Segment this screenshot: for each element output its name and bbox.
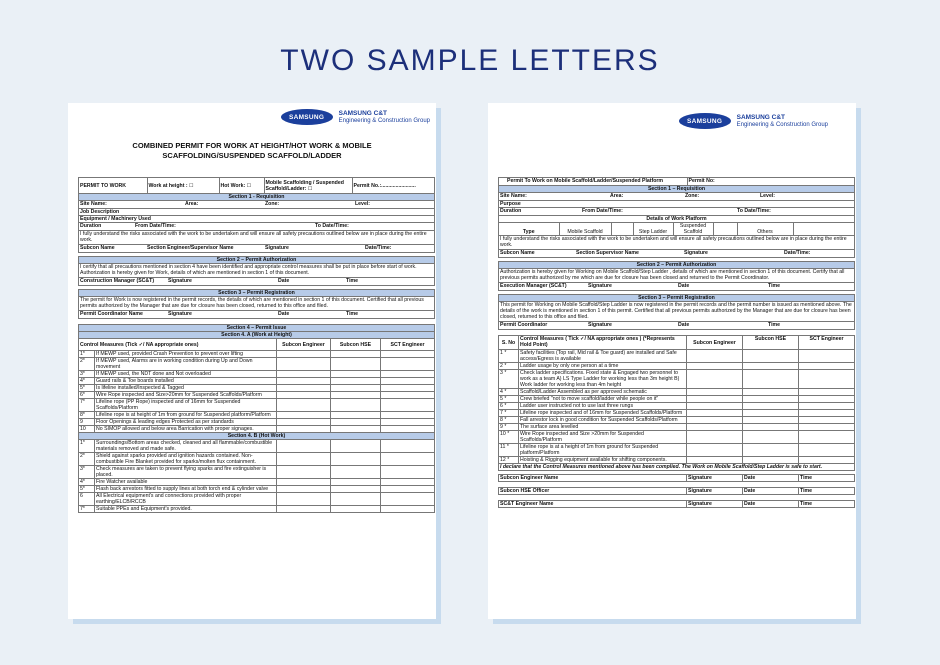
height-measure-row <box>79 358 435 371</box>
control-measure-text: If MEWP used, the NDT done and Not overloaded <box>95 371 277 378</box>
permit-coordinator-field[interactable]: Permit Coordinator <box>500 322 548 328</box>
subcon-hse-check[interactable] <box>331 506 381 513</box>
area-field[interactable]: Area: <box>185 201 199 207</box>
subcon-hse-check[interactable] <box>743 417 799 424</box>
ladder-measure-row <box>499 350 855 363</box>
hot-work-measure-row <box>79 486 435 493</box>
sct-engineer-check[interactable] <box>381 453 435 466</box>
control-measures-header: Control Measures (Tick ✓/ NA appropriate ones) <box>79 339 277 351</box>
subcon-engineer-check[interactable] <box>687 370 743 389</box>
subcon-hse-check[interactable] <box>743 370 799 389</box>
sct-engineer-check[interactable] <box>381 392 435 399</box>
control-measure-text: Fall arrestor lock in good condition for Suspended Scaffolds/Platform <box>519 417 687 424</box>
subcon-engineer-check[interactable] <box>277 479 331 486</box>
row-number: 1 * <box>499 350 519 363</box>
permit-coordinator-field[interactable]: Permit Coordinator Name <box>80 311 143 317</box>
company-tagline: Engineering & Construction Group <box>338 117 430 124</box>
permit-document-1 <box>68 103 436 619</box>
subcon-engineer-check[interactable] <box>687 403 743 410</box>
subcon-engineer-check[interactable] <box>277 392 331 399</box>
suspended-scaffold-option[interactable]: Suspended Scaffold <box>673 223 713 235</box>
construction-manager-field[interactable]: Construction Manager (SC&T) <box>80 278 155 284</box>
authorization-statement: I certify that all precautions mentioned in section 4 have been identified and appropriate control measures shall be put in place before start of work. Authorization is hereby given for Work, details of which are mentioned in section 1 of this document. <box>79 264 435 278</box>
sct-engineer-check[interactable] <box>799 410 855 417</box>
work-at-height-checkbox[interactable]: Work at height : ☐ <box>147 178 219 193</box>
row-number: 8* <box>79 412 95 419</box>
subcon-hse-check[interactable] <box>331 493 381 506</box>
site-name-field[interactable]: Site Name: <box>500 193 527 199</box>
subcon-engineer-check[interactable] <box>277 453 331 466</box>
mobile-scaffold-option[interactable]: Mobile Scaffold <box>559 223 611 235</box>
subcon-engineer-check[interactable] <box>277 506 331 513</box>
subcon-hse-check[interactable] <box>331 453 381 466</box>
control-measure-text: All Electrical equipment's and connections provided with proper earthing/ELCB/RCCB <box>95 493 277 506</box>
others-option[interactable]: Others <box>737 223 793 235</box>
equipment-field[interactable]: Equipment / Machinery Used <box>79 216 435 223</box>
sct-engineer-check[interactable] <box>381 493 435 506</box>
row-number: 8 * <box>499 417 519 424</box>
permit-form-2: Permit To Work on Mobile Scaffold/Ladder/Suspended Platform Permit No: Section 1 – Requisition Site Name: Area: Zone: Level: Purpose Duration From Date/Time: To Date/Time: Details of Work Platform Type Mobile Scaffold Step Ladder Suspended Scaffold Others I fully understand the risks associated with the work to be undertaken and will ensure all safety precautions outlined below are in place during the entire work. Subcon Name Section Supervisor Name Signature Date/Time: Section 2 – Permit Authorization Authorization is hereby given for Working on Mobile Scaffold/Step Ladder , details of which are mentioned in section 1 of this document. Certify that all previous permits authorized by me which are due for closure has been closed and returned to the Permit Coordinator. Execution Manager (SC&T) Signature Date Time Section 3 – Permit Registration This permit for Working on Mobile Scaffold/Step Ladder is now registered in the permit records and the permit number is issued as mentioned above. The details of the work is mentioned in section 1 of this permit. Certified that all previous permits authorized by the Manager that are due for closure has been closed, returned to this office and filed. Permit Coordinator Signature Date Time S. No Control Measures ( Tick ✓/ NA appropriate ones ) (*Represents Hold Point) Subcon Engineer Subcon HSE SCT Engineer 1 * Safety facilities (Top rail, Mid rail & Toe guard) are installed and Safe access/Egress is available 2 * Ladder usage by only one person at a time 3 * Check ladder specifications. Fixed state & Engaged two personnel to work as a team A) LS Type Ladder for working less than 3m height B) Work ladder for working less than 4m height 4 * Scaffold/Ladder Assembled as per approved schematic 5 * Crew briefed "not to move scaffold/ladder while people on it" 6 * Ladder user instructed not to use last three rungs 7 * Lifeline rope inspected and of 16mm for Suspended Scaffolds/Platform 8 * Fall arrestor lock in good condition for Suspended Scaffolds/Platform 9 * The surface area levelled 10 * Wire Rope inspected and Size >20mm for Suspended Scaffolds/Platform 11 * Lifeline rope is at a height of 1m from ground for Suspended platform/Platform 12 * Hoisting & Rigging equipment available for shifting components. I declare that the Control Measures mentioned above has been complied. The Work on Mobile Scaffold/Step Ladder is safe to start. Subcon Engineer Name Signature Date Time Subcon HSE Officer Signature Date Time SC&T Engineer Name Signature Date Time <box>498 177 855 508</box>
subcon-engineer-check[interactable] <box>687 417 743 424</box>
height-measure-row <box>79 351 435 358</box>
section-4b-header: Section 4. B (Hot Work) <box>79 433 435 440</box>
control-measure-text: Guard rails & Toe boards installed <box>95 378 277 385</box>
control-measure-text: If MEWP used, Alarms are in working condition during Up and Down movement <box>95 358 277 371</box>
subcon-hse-check[interactable] <box>331 440 381 453</box>
sct-engineer-check[interactable] <box>799 363 855 370</box>
date-time-field[interactable]: Date/Time: <box>784 250 811 256</box>
subcon-hse-check[interactable] <box>331 351 381 358</box>
subcon-hse-check[interactable] <box>743 424 799 431</box>
sct-engineer-check[interactable] <box>381 506 435 513</box>
registration-statement: The permit for Work is now registered in the permit records, the details of which are mentioned in section 1 of this document. Certified that all previous permits authorized by the Manager that are due for closure has been closed, returned to this office and filed. <box>79 297 435 311</box>
subcon-hse-check[interactable] <box>331 466 381 479</box>
hot-work-checkbox[interactable]: Hot Work: ☐ <box>219 178 264 193</box>
subcon-name-field[interactable]: Subcon Name <box>80 245 115 251</box>
subcon-hse-check[interactable] <box>331 412 381 419</box>
subcon-engineer-check[interactable] <box>687 410 743 417</box>
control-measure-text: Floor Openings & leading edges Protected as per standards <box>95 419 277 426</box>
subcon-hse-check[interactable] <box>331 399 381 412</box>
row-number: 4 * <box>499 389 519 396</box>
subcon-engineer-check[interactable] <box>687 389 743 396</box>
serial-number-header: S. No <box>499 336 519 350</box>
subcon-engineer-check[interactable] <box>277 486 331 493</box>
subcon-hse-check[interactable] <box>743 389 799 396</box>
date-time-field[interactable]: Date/Time: <box>365 245 392 251</box>
purpose-field[interactable]: Purpose <box>499 201 855 208</box>
section-1-header: Section 1 - Requisition <box>79 194 435 201</box>
row-number: 3* <box>79 466 95 479</box>
permit-title: Permit To Work on Mobile Scaffold/Ladder/Suspended Platform <box>507 178 664 184</box>
hot-work-measure-row <box>79 506 435 513</box>
height-measure-row <box>79 399 435 412</box>
subcon-hse-check[interactable] <box>331 385 381 392</box>
sct-engineer-check[interactable] <box>799 431 855 444</box>
subcon-hse-check[interactable] <box>743 444 799 457</box>
zone-field[interactable]: Zone: <box>685 193 700 199</box>
subcon-engineer-check[interactable] <box>687 363 743 370</box>
type-label: Type <box>522 229 535 235</box>
height-measure-row <box>79 371 435 378</box>
ladder-measure-row <box>499 457 855 464</box>
area-field[interactable]: Area: <box>610 193 624 199</box>
subcon-hse-check[interactable] <box>331 486 381 493</box>
sct-engineer-check[interactable] <box>381 479 435 486</box>
subcon-engineer-sign-row[interactable]: Subcon Engineer Name <box>499 475 687 482</box>
details-header: Details of Work Platform <box>499 216 855 223</box>
subcon-engineer-check[interactable] <box>277 493 331 506</box>
subcon-engineer-check[interactable] <box>277 358 331 371</box>
subcon-hse-check[interactable] <box>743 457 799 464</box>
execution-manager-field[interactable]: Execution Manager (SC&T) <box>500 283 567 289</box>
subcon-engineer-check[interactable] <box>277 351 331 358</box>
sct-engineer-check[interactable] <box>381 358 435 371</box>
registration-statement: This permit for Working on Mobile Scaffold/Step Ladder is now registered in the permit records and the permit number is issued as mentioned above. The details of the work is mentioned in section 1 of this permit. Certified that all previous permits authorized by the Manager that are due for closure has been closed, returned to this office and filed. <box>499 302 855 322</box>
company-logo <box>281 109 430 125</box>
row-number: 1* <box>79 351 95 358</box>
section-engineer-field[interactable]: Section Engineer/Supervisor Name <box>147 245 234 251</box>
ladder-measure-row <box>499 424 855 431</box>
row-number: 6 <box>79 493 95 506</box>
sct-engineer-check[interactable] <box>799 396 855 403</box>
subcon-hse-check[interactable] <box>743 403 799 410</box>
to-date-field[interactable]: To Date/Time: <box>737 208 771 214</box>
hot-work-measure-row <box>79 493 435 506</box>
subcon-hse-check[interactable] <box>331 426 381 433</box>
subcon-hse-sign-row[interactable]: Subcon HSE Officer <box>499 488 687 495</box>
sct-engineer-check[interactable] <box>799 417 855 424</box>
control-measure-text: Wire Rope inspected and Size >20mm for Suspended Scaffolds/Platform <box>519 431 687 444</box>
row-number: 3* <box>79 371 95 378</box>
step-ladder-option[interactable]: Step Ladder <box>633 223 673 235</box>
control-measure-text: Safety facilities (Top rail, Mid rail & Toe guard) are installed and Safe access/Egress is available <box>519 350 687 363</box>
mobile-scaffolding-checkbox[interactable]: Mobile Scaffolding / Suspended Scaffold/Ladder: ☐ <box>264 178 352 193</box>
row-number: 1* <box>79 440 95 453</box>
subcon-engineer-check[interactable] <box>277 385 331 392</box>
sct-engineer-check[interactable] <box>799 424 855 431</box>
row-number: 3 * <box>499 370 519 389</box>
zone-field[interactable]: Zone: <box>265 201 280 207</box>
signature-field[interactable]: Signature <box>684 250 708 256</box>
subcon-hse-check[interactable] <box>331 392 381 399</box>
subcon-engineer-check[interactable] <box>687 457 743 464</box>
permit-number-field[interactable]: Permit No.:........................ <box>352 178 434 193</box>
subcon-engineer-check[interactable] <box>687 424 743 431</box>
control-measure-text: Surroundings/Bottom areas checked, cleaned and all flammable/combustible materials removed and made safe. <box>95 440 277 453</box>
section-2-header: Section 2 – Permit Authorization <box>499 262 855 269</box>
to-date-field[interactable]: To Date/Time: <box>315 223 349 229</box>
ladder-measure-row <box>499 389 855 396</box>
sct-engineer-check[interactable] <box>799 350 855 363</box>
sct-engineer-check[interactable] <box>381 440 435 453</box>
company-logo <box>679 113 828 129</box>
row-number: 9 * <box>499 424 519 431</box>
subcon-engineer-check[interactable] <box>687 444 743 457</box>
row-number: 12 * <box>499 457 519 464</box>
subcon-engineer-check[interactable] <box>277 399 331 412</box>
from-date-field[interactable]: From Date/Time: <box>135 223 176 229</box>
subcon-hse-check[interactable] <box>331 419 381 426</box>
section-4a-header: Section 4. A (Work at Height) <box>79 332 435 339</box>
height-measure-row <box>79 426 435 433</box>
from-date-field[interactable]: From Date/Time: <box>582 208 623 214</box>
company-name: SAMSUNG C&T <box>338 109 387 117</box>
ladder-measure-row <box>499 417 855 424</box>
control-measure-text: Suitable PPEs and Equipment's provided. <box>95 506 277 513</box>
permit-form-1: PERMIT TO WORK Work at height : ☐ Hot Work: ☐ Mobile Scaffolding / Suspended Scaffold/Ladder: ☐ Permit No.:........................ Section 1 - Requisition Site Name: Area: Zone: Level: Job Description Equipment / Machinery Used Duration From Date/Time: To Date/Time: I fully understand the risks associated with the work to be undertaken and will ensure all safety precautions outlined below are in place during the entire work. Subcon Name Section Engineer/Supervisor Name Signature Date/Time: Section 2 – Permit Authorization I certify that all precautions mentioned in section 4 have been identified and appropriate control measures shall be put in place before start of work. Authorization is hereby given for Work, details of which are mentioned in section 1 of this document. Construction Manager (SC&T) Signature Date Time Section 3 – Permit Registration The permit for Work is now registered in the permit records, the details of which are mentioned in section 1 of this document. Certified that all previous permits authorized by the Manager that are due for closure has been closed, returned to this office and filed. Permit Coordinator Name Signature Date Time Section 4 – Permit Issue Section 4. A (Work at Height) Control Measures (Tick ✓/ NA appropriate ones) Subcon Engineer Subcon HSE SCT Engineer 1* If MEWP used, provided Crash Prevention to prevent over lifting 2* If MEWP used, Alarms are in working condition during Up and Down movement 3* If MEWP used, the NDT done and Not overloaded 4* Guard rails & Toe boards installed 5* Is lifeline installed/Inspected & Tagged 6* Wire Rope inspected and Size>20mm for Suspended Scaffolds/Platform 7* Lifeline rope (PP Rope) inspected and of 16mm for Suspended Scaffolds/Platform 8* Lifeline rope is at height of 1m from ground for Suspended platform/Platform 9 Floor Openings & leading edges Protected as per standards 10 No SIMOP allowed and below area Barrication with proper signages. Section 4. B (Hot Work) 1* Surroundings/Bottom areas checked, cleaned and all flammable/combustible materials removed and made safe. 2* Shield against sparks provided and ignition hazards contained. Non-combustible Fire Blanket provided for sparks/molten flux containment. 3* Check measures are taken to prevent flying sparks and fire extinguisher is placed. 4* Fire Watcher available 5* Flash back arrestors fitted to supply lines at both torch end & cylinder valve 6 All Electrical equipment's and connections provided with proper earthing/ELCB/RCCB 7* Suitable PPEs and Equipment's provided. <box>78 177 435 513</box>
row-number: 10 <box>79 426 95 433</box>
duration-label: Duration <box>80 223 102 229</box>
control-measure-text: Crew briefed "not to move scaffold/ladder while people on it" <box>519 396 687 403</box>
permit-number-field[interactable]: Permit No: <box>687 178 854 185</box>
sct-engineer-check[interactable] <box>381 486 435 493</box>
ladder-measure-row <box>499 363 855 370</box>
subcon-engineer-check[interactable] <box>277 412 331 419</box>
subcon-hse-check[interactable] <box>743 350 799 363</box>
level-field[interactable]: Level: <box>355 201 370 207</box>
control-measure-text: Ladder user instructed not to use last three rungs <box>519 403 687 410</box>
control-measure-text: No SIMOP allowed and below area Barrication with proper signages. <box>95 426 277 433</box>
subcon-hse-check[interactable] <box>331 479 381 486</box>
duration-label: Duration <box>500 208 522 214</box>
permit-to-work-label: PERMIT TO WORK <box>80 182 127 189</box>
row-number: 11 * <box>499 444 519 457</box>
control-measure-text: Lifeline rope is at height of 1m from ground for Suspended platform/Platform <box>95 412 277 419</box>
row-number: 5 * <box>499 396 519 403</box>
sct-engineer-check[interactable] <box>381 351 435 358</box>
control-measure-text: Is lifeline installed/Inspected & Tagged <box>95 385 277 392</box>
sct-engineer-check[interactable] <box>381 466 435 479</box>
job-description-field[interactable]: Job Description <box>79 209 435 216</box>
height-measure-row <box>79 392 435 399</box>
section-1-header: Section 1 – Requisition <box>499 186 855 193</box>
ladder-measure-row <box>499 403 855 410</box>
control-measure-text: Flash back arrestors fitted to supply lines at both torch end & cylinder valve <box>95 486 277 493</box>
sct-engineer-check[interactable] <box>381 419 435 426</box>
hot-work-measure-row <box>79 453 435 466</box>
sct-engineer-sign-row[interactable]: SC&T Engineer Name <box>499 501 687 508</box>
control-measure-text: Fire Watcher available <box>95 479 277 486</box>
sct-engineer-check[interactable] <box>799 457 855 464</box>
section-4-header: Section 4 – Permit Issue <box>79 325 435 332</box>
ladder-measure-row <box>499 410 855 417</box>
subcon-hse-check[interactable] <box>331 378 381 385</box>
document-heading: COMBINED PERMIT FOR WORK AT HEIGHT/HOT WORK & MOBILE SCAFFOLDING/SUSPENDED SCAFFOLD/LADDER <box>132 141 372 160</box>
sct-engineer-check[interactable] <box>381 426 435 433</box>
control-measure-text: Check measures are taken to prevent flying sparks and fire extinguisher is placed. <box>95 466 277 479</box>
site-name-field[interactable]: Site Name: <box>80 201 107 207</box>
company-tagline: Engineering & Construction Group <box>736 121 828 128</box>
samsung-logo: SAMSUNG <box>281 109 333 125</box>
height-measure-row <box>79 378 435 385</box>
sct-engineer-check[interactable] <box>381 371 435 378</box>
supervisor-name-field[interactable]: Section Supervisor Name <box>576 250 639 256</box>
subcon-engineer-check[interactable] <box>277 426 331 433</box>
subcon-hse-check[interactable] <box>331 358 381 371</box>
subcon-engineer-check[interactable] <box>277 466 331 479</box>
sct-engineer-check[interactable] <box>799 444 855 457</box>
row-number: 2 * <box>499 363 519 370</box>
declaration-statement: I declare that the Control Measures mentioned above has been complied. The Work on Mobile Scaffold/Step Ladder is safe to start. <box>499 464 855 471</box>
subcon-engineer-check[interactable] <box>277 440 331 453</box>
ladder-measure-row <box>499 431 855 444</box>
subcon-engineer-check[interactable] <box>277 371 331 378</box>
section-3-header: Section 3 – Permit Registration <box>79 290 435 297</box>
subcon-hse-check[interactable] <box>743 431 799 444</box>
row-number: 4* <box>79 378 95 385</box>
row-number: 5* <box>79 385 95 392</box>
control-measure-text: Lifeline rope is at a height of 1m from ground for Suspended platform/Platform <box>519 444 687 457</box>
samsung-logo: SAMSUNG <box>679 113 731 129</box>
height-measure-row <box>79 419 435 426</box>
ladder-measure-row <box>499 370 855 389</box>
ladder-measure-row <box>499 396 855 403</box>
row-number: 6 * <box>499 403 519 410</box>
row-number: 7* <box>79 506 95 513</box>
height-measure-row <box>79 385 435 392</box>
row-number: 10 * <box>499 431 519 444</box>
section-2-header: Section 2 – Permit Authorization <box>79 257 435 264</box>
sct-engineer-check[interactable] <box>381 378 435 385</box>
control-measure-text: Wire Rope inspected and Size>20mm for Suspended Scaffolds/Platform <box>95 392 277 399</box>
subcon-engineer-check[interactable] <box>687 396 743 403</box>
subcon-engineer-check[interactable] <box>277 419 331 426</box>
control-measure-text: Scaffold/Ladder Assembled as per approved schematic <box>519 389 687 396</box>
row-number: 9 <box>79 419 95 426</box>
company-name: SAMSUNG C&T <box>736 113 785 121</box>
control-measure-text: Hoisting & Rigging equipment available for shifting components. <box>519 457 687 464</box>
hot-work-measure-row <box>79 466 435 479</box>
sct-engineer-check[interactable] <box>381 412 435 419</box>
control-measures-header: Control Measures ( Tick ✓/ NA appropriate ones ) (*Represents Hold Point) <box>519 336 687 350</box>
ladder-measure-row <box>499 444 855 457</box>
row-number: 7 * <box>499 410 519 417</box>
level-field[interactable]: Level: <box>760 193 775 199</box>
sct-engineer-check[interactable] <box>799 403 855 410</box>
subcon-engineer-check[interactable] <box>687 431 743 444</box>
row-number: 6* <box>79 392 95 399</box>
subcon-hse-check[interactable] <box>743 396 799 403</box>
row-number: 2* <box>79 453 95 466</box>
control-measure-text: Lifeline rope inspected and of 16mm for Suspended Scaffolds/Platform <box>519 410 687 417</box>
sct-engineer-check[interactable] <box>381 399 435 412</box>
page-title: TWO SAMPLE LETTERS <box>280 44 660 77</box>
subcon-hse-check[interactable] <box>331 371 381 378</box>
row-number: 4* <box>79 479 95 486</box>
understanding-statement: I fully understand the risks associated with the work to be undertaken and will ensure all safety precautions outlined below are in place during the entire work. <box>499 236 855 250</box>
subcon-engineer-check[interactable] <box>277 378 331 385</box>
hot-work-measure-row <box>79 479 435 486</box>
control-measure-text: Check ladder specifications. Fixed state & Engaged two personnel to work as a team A) LS Type Ladder for working less than 3m height B) Work ladder for working less than 4m height <box>519 370 687 389</box>
control-measure-text: The surface area levelled <box>519 424 687 431</box>
row-number: 2* <box>79 358 95 371</box>
height-measure-row <box>79 412 435 419</box>
subcon-hse-check[interactable] <box>743 410 799 417</box>
sct-engineer-check[interactable] <box>381 385 435 392</box>
control-measure-text: If MEWP used, provided Crash Prevention to prevent over lifting <box>95 351 277 358</box>
subcon-engineer-check[interactable] <box>687 350 743 363</box>
authorization-statement: Authorization is hereby given for Working on Mobile Scaffold/Step Ladder , details of which are mentioned in section 1 of this document. Certify that all previous permits authorized by me which are due for closure has been closed and returned to the Permit Coordinator. <box>499 269 855 283</box>
row-number: 7* <box>79 399 95 412</box>
subcon-name-field[interactable]: Subcon Name <box>500 250 535 256</box>
sct-engineer-check[interactable] <box>799 370 855 389</box>
row-number: 5* <box>79 486 95 493</box>
signature-field[interactable]: Signature <box>265 245 289 251</box>
understanding-statement: I fully understand the risks associated with the work to be undertaken and will ensure all safety precautions outlined below are in place during the entire work. <box>79 231 435 245</box>
control-measure-text: Shield against sparks provided and ignition hazards contained. Non-combustible Fire Blanket provided for sparks/molten flux containment. <box>95 453 277 466</box>
hot-work-measure-row <box>79 440 435 453</box>
permit-document-2 <box>488 103 856 619</box>
control-measure-text: Ladder usage by only one person at a time <box>519 363 687 370</box>
section-3-header: Section 3 – Permit Registration <box>499 295 855 302</box>
subcon-hse-check[interactable] <box>743 363 799 370</box>
control-measure-text: Lifeline rope (PP Rope) inspected and of 16mm for Suspended Scaffolds/Platform <box>95 399 277 412</box>
sct-engineer-check[interactable] <box>799 389 855 396</box>
